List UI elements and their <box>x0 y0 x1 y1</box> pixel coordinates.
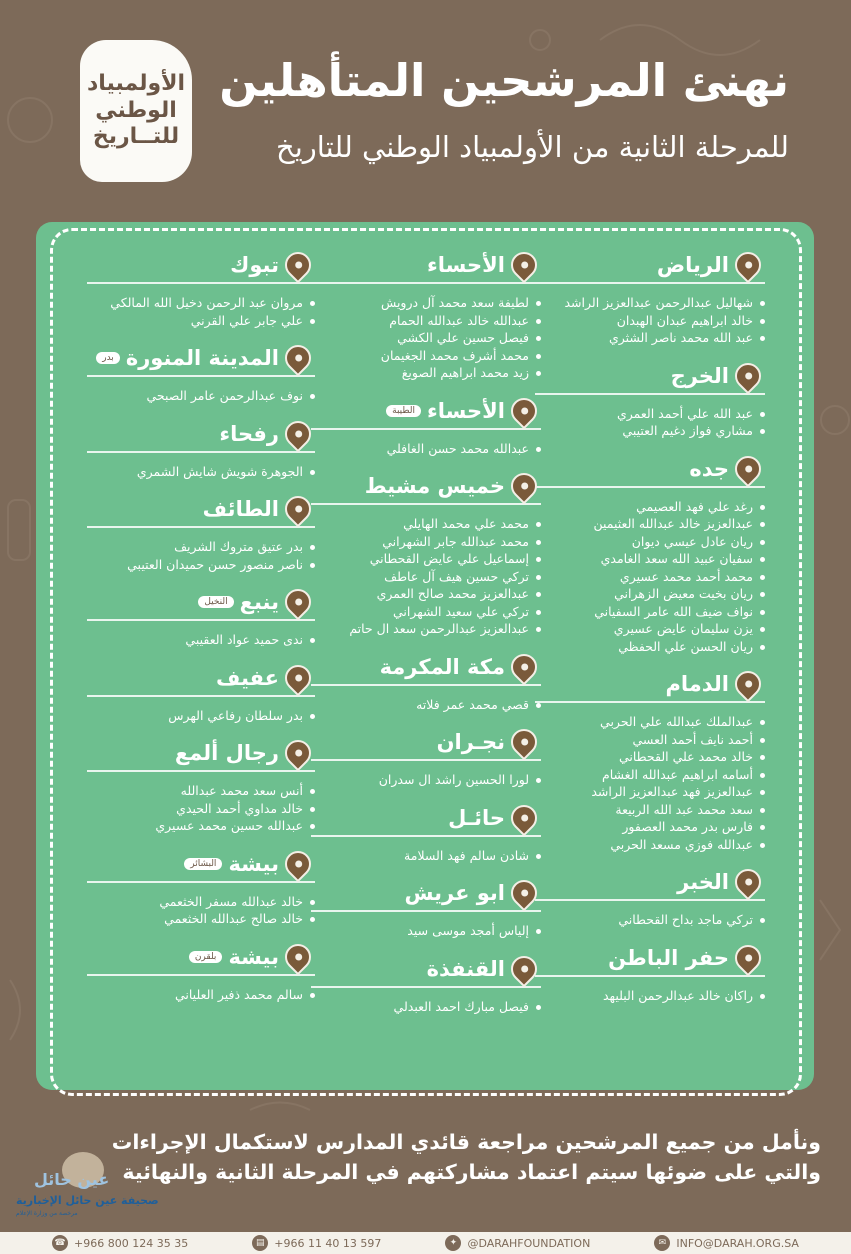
candidate-name: خالد عبدالله مسفر الخثعمي <box>87 893 315 911</box>
region-name: القنفذة <box>426 956 505 981</box>
region-header <box>311 398 541 430</box>
region-name: رفحاء <box>219 421 279 446</box>
map-pin-icon <box>506 950 543 987</box>
candidate-name: أنس سعد محمد عبدالله <box>87 782 315 800</box>
column-middle <box>311 252 541 1031</box>
candidate-name: تركي علي سعيد الشهراني <box>311 603 541 621</box>
region-header <box>87 496 315 528</box>
region-name: الدمام <box>665 672 729 696</box>
region-block <box>87 496 315 573</box>
candidate-name: رغد علي فهد العصيمي <box>535 498 765 516</box>
candidate-name: أحمد نايف أحمد العسي <box>535 731 765 749</box>
watermark-text: صحيفة عين حائل الإخبارية <box>16 1194 159 1207</box>
region-block <box>535 456 765 656</box>
region-tag: بدر <box>96 352 120 364</box>
candidate-name: عبدالله فوزي مسعد الحربي <box>535 836 765 854</box>
map-pin-icon <box>730 939 767 976</box>
region-name: جده <box>689 456 729 481</box>
candidate-list <box>87 538 315 573</box>
candidate-list <box>535 498 765 656</box>
candidate-name: شهاليل عبدالرحمن عبدالعزيز الراشد <box>535 294 765 312</box>
page-title: نهنئ المرشحين المتأهلين <box>219 54 789 107</box>
region-name: حفر الباطن <box>608 945 729 970</box>
candidate-name: فيصل مبارك احمد العبدلي <box>311 998 541 1016</box>
note-line-2: والتي على ضوئها سيتم اعتماد مشاركتهم في المرحلة الثانية والنهائية <box>122 1160 821 1184</box>
candidate-name: لورا الحسين راشد ال سدران <box>311 771 541 789</box>
footer <box>0 1232 851 1254</box>
region-header <box>311 252 541 284</box>
phone-text: +966 800 124 35 35 <box>74 1236 189 1250</box>
map-pin-icon <box>280 659 317 696</box>
candidate-name: عبدالعزيز عبدالرحمن سعد ال حاتم <box>311 620 541 638</box>
map-pin-icon <box>280 415 317 452</box>
region-tag: الطيبة <box>386 405 421 417</box>
candidate-name: مشاري فواز دغيم العتيبي <box>535 422 765 440</box>
column-right <box>535 252 765 1020</box>
note-line-1: ونأمل من جميع المرشحين مراجعة قائدي المدارس لاستكمال الإجراءات <box>111 1130 821 1154</box>
region-name: الأحساء <box>427 398 505 423</box>
candidate-name: عبد الله محمد ناصر الشثري <box>535 329 765 347</box>
map-pin-icon <box>280 584 317 621</box>
candidate-name: أسامه ابراهيم عبدالله الغشام <box>535 766 765 784</box>
candidate-name: فارس بدر محمد العصفور <box>535 818 765 836</box>
candidate-list <box>535 405 765 440</box>
map-pin-icon <box>730 247 767 284</box>
map-pin-icon <box>280 735 317 772</box>
region-header <box>87 421 315 453</box>
candidate-name: خالد محمد علي القحطاني <box>535 748 765 766</box>
region-header <box>311 805 541 837</box>
map-pin-icon <box>506 875 543 912</box>
candidate-name: سفيان عبيد الله سعد الغامدي <box>535 550 765 568</box>
region-name: نجـران <box>436 730 505 754</box>
candidate-list <box>535 713 765 853</box>
candidate-list <box>535 294 765 347</box>
phone-icon: ☎ <box>52 1235 68 1251</box>
region-block <box>311 729 541 789</box>
map-pin-icon <box>730 357 767 394</box>
candidate-name: خالد صالح عبدالله الخثعمي <box>87 910 315 928</box>
candidate-name: سعد محمد عبد الله الربيعة <box>535 801 765 819</box>
region-name: مكة المكرمة <box>379 654 505 679</box>
region-name: بيشة <box>228 851 279 876</box>
candidate-list <box>311 696 541 714</box>
map-pin-icon <box>506 247 543 284</box>
region-name: المدينة المنورة <box>125 346 279 370</box>
region-header <box>311 956 541 988</box>
candidate-list <box>311 998 541 1016</box>
candidate-name: زيد محمد ابراهيم الصويغ <box>311 364 541 382</box>
region-header <box>535 671 765 703</box>
map-pin-icon <box>506 724 543 761</box>
candidate-name: نواف ضيف الله عامر السفياني <box>535 603 765 621</box>
candidate-name: علي جابر علي القرني <box>87 312 315 330</box>
region-block <box>311 805 541 865</box>
region-header <box>87 252 315 284</box>
candidate-name: فيصل حسين علي الكشي <box>311 329 541 347</box>
fax-text: +966 11 40 13 597 <box>274 1236 382 1250</box>
region-block <box>311 654 541 714</box>
region-name: بيشة <box>228 944 279 969</box>
map-pin-icon <box>506 392 543 429</box>
candidate-name: مروان عبد الرحمن دخيل الله المالكي <box>87 294 315 312</box>
candidate-list <box>311 515 541 638</box>
region-block <box>311 956 541 1016</box>
map-pin-icon <box>280 938 317 975</box>
watermark-brand: عين حائل <box>34 1170 110 1189</box>
column-left <box>87 252 315 1019</box>
twitter-text: @DARAHFOUNDATION <box>467 1236 591 1250</box>
watermark-logo <box>4 1148 159 1228</box>
candidate-list <box>87 893 315 928</box>
candidate-list <box>311 440 541 458</box>
region-block <box>87 851 315 928</box>
candidate-name: ريان بخيت معيض الزهراني <box>535 585 765 603</box>
candidate-name: شادن سالم فهد السلامة <box>311 847 541 865</box>
candidate-list <box>87 294 315 329</box>
region-header <box>87 345 315 377</box>
candidate-name: عبدالله خالد عبدالله الحمام <box>311 312 541 330</box>
region-header <box>535 456 765 488</box>
region-header <box>87 740 315 772</box>
logo-line-3: للتــاريخ <box>92 124 180 150</box>
candidate-name: راكان خالد عبدالرحمن البليهد <box>535 987 765 1005</box>
candidate-name: عبدالعزيز فهد عبدالعزيز الراشد <box>535 783 765 801</box>
region-name: الخبر <box>677 870 729 894</box>
map-pin-icon <box>730 450 767 487</box>
candidate-name: تركي حسين هيف آل عاطف <box>311 568 541 586</box>
map-pin-icon <box>280 247 317 284</box>
candidate-name: محمد علي محمد الهايلي <box>311 515 541 533</box>
candidate-name: ندى حميد عواد العقيبي <box>87 631 315 649</box>
candidate-name: إلياس أمجد موسى سيد <box>311 922 541 940</box>
region-block <box>87 421 315 481</box>
map-pin-icon <box>506 648 543 685</box>
candidate-list <box>87 631 315 649</box>
region-name: الخرج <box>670 363 729 388</box>
map-pin-icon <box>730 666 767 703</box>
candidate-name: محمد أحمد محمد عسيري <box>535 568 765 586</box>
candidate-name: لطيفة سعد محمد آل درويش <box>311 294 541 312</box>
candidate-list <box>87 463 315 481</box>
region-block <box>87 345 315 405</box>
candidate-name: بدر عتيق متروك الشريف <box>87 538 315 556</box>
candidate-name: عبدالعزيز محمد صالح العمري <box>311 585 541 603</box>
region-block <box>311 880 541 940</box>
footer-twitter[interactable] <box>445 1235 590 1251</box>
candidate-name: سالم محمد ذفير العلياني <box>87 986 315 1004</box>
candidate-name: خالد ابراهيم عبدان الهبدان <box>535 312 765 330</box>
candidate-name: محمد عبدالله جابر الشهراني <box>311 533 541 551</box>
candidate-name: عبد الله علي أحمد العمري <box>535 405 765 423</box>
candidate-list <box>87 782 315 835</box>
olympiad-logo <box>80 40 192 182</box>
candidate-name: محمد أشرف محمد الجغيمان <box>311 347 541 365</box>
candidate-name: بدر سلطان رفاعي الهرس <box>87 707 315 725</box>
region-name: الطائف <box>202 497 279 521</box>
candidate-list <box>311 294 541 382</box>
region-name: تبوك <box>230 253 279 277</box>
candidate-name: يزن سليمان عايض عسيري <box>535 620 765 638</box>
region-block <box>311 473 541 638</box>
candidate-name: الجوهرة شويش شايش الشمري <box>87 463 315 481</box>
candidate-list <box>87 387 315 405</box>
footer-phone[interactable] <box>52 1235 188 1251</box>
region-header <box>311 880 541 912</box>
region-block <box>87 740 315 835</box>
region-name: الرياض <box>656 253 729 277</box>
page-subtitle: للمرحلة الثانية من الأولمبياد الوطني للتاريخ <box>276 130 789 164</box>
candidate-name: عبدالله حسين محمد عسيري <box>87 817 315 835</box>
map-pin-icon <box>280 491 317 528</box>
candidate-name: عبدالعزيز خالد عبدالله العثيمين <box>535 515 765 533</box>
region-block <box>87 589 315 649</box>
footer-fax[interactable] <box>252 1235 381 1251</box>
region-tag: بلقرن <box>189 951 223 963</box>
candidate-name: عبدالملك عبدالله علي الحربي <box>535 713 765 731</box>
region-block <box>311 398 541 458</box>
map-pin-icon <box>280 845 317 882</box>
email-icon: ✉ <box>654 1235 670 1251</box>
map-pin-icon <box>506 468 543 505</box>
region-header <box>87 944 315 976</box>
candidate-name: خالد مداوي أحمد الحيدي <box>87 800 315 818</box>
map-pin-icon <box>730 864 767 901</box>
candidate-name: ريان الحسن علي الحفظي <box>535 638 765 656</box>
candidate-list <box>87 986 315 1004</box>
logo-line-2: الوطني <box>95 97 177 123</box>
candidate-name: إسماعيل علي عايض القحطاني <box>311 550 541 568</box>
footer-email[interactable] <box>654 1235 799 1251</box>
candidate-name: ناصر منصور حسن حميدان العتيبي <box>87 556 315 574</box>
watermark-small: مرخصة من وزارة الإعلام <box>16 1210 78 1217</box>
region-name: خميس مشيط <box>364 474 505 498</box>
region-block <box>87 252 315 329</box>
candidate-list <box>535 911 765 929</box>
candidate-list <box>311 922 541 940</box>
candidate-name: قصي محمد عمر فلاته <box>311 696 541 714</box>
candidate-name: عبدالله محمد حسن الغافلي <box>311 440 541 458</box>
candidate-list <box>535 987 765 1005</box>
logo-line-1: الأولمبياد <box>86 71 186 97</box>
candidate-name: نوف عبدالرحمن عامر الصبحي <box>87 387 315 405</box>
region-block <box>87 944 315 1004</box>
twitter-icon: ✦ <box>445 1235 461 1251</box>
region-header <box>535 869 765 901</box>
region-block <box>87 665 315 725</box>
candidate-list <box>311 847 541 865</box>
region-header <box>311 729 541 761</box>
region-block <box>535 869 765 929</box>
region-header <box>311 473 541 505</box>
region-block <box>535 945 765 1005</box>
map-pin-icon <box>506 799 543 836</box>
region-name: عفيف <box>215 665 279 690</box>
candidate-list <box>87 707 315 725</box>
region-block <box>535 363 765 440</box>
candidate-list <box>311 771 541 789</box>
region-name: حائـل <box>448 805 505 830</box>
fax-icon: ▤ <box>252 1235 268 1251</box>
region-name: الأحساء <box>427 253 505 277</box>
region-block <box>311 252 541 382</box>
email-text: INFO@DARAH.ORG.SA <box>676 1236 799 1250</box>
region-header <box>87 589 315 621</box>
region-name: ينبع <box>239 590 279 614</box>
region-block <box>535 252 765 347</box>
region-tag: البشائر <box>184 858 222 870</box>
candidate-name: ريان عادل عيسي ديوان <box>535 533 765 551</box>
region-header <box>311 654 541 686</box>
region-header <box>87 851 315 883</box>
region-header <box>535 252 765 284</box>
region-block <box>535 671 765 853</box>
region-header <box>535 945 765 977</box>
region-name: رجال ألمع <box>174 741 279 765</box>
region-header <box>87 665 315 697</box>
region-name: ابو عريش <box>404 881 505 905</box>
map-pin-icon <box>280 340 317 377</box>
region-header <box>535 363 765 395</box>
region-tag: النخيل <box>198 596 233 608</box>
candidate-name: تركي ماجد بداح القحطاني <box>535 911 765 929</box>
